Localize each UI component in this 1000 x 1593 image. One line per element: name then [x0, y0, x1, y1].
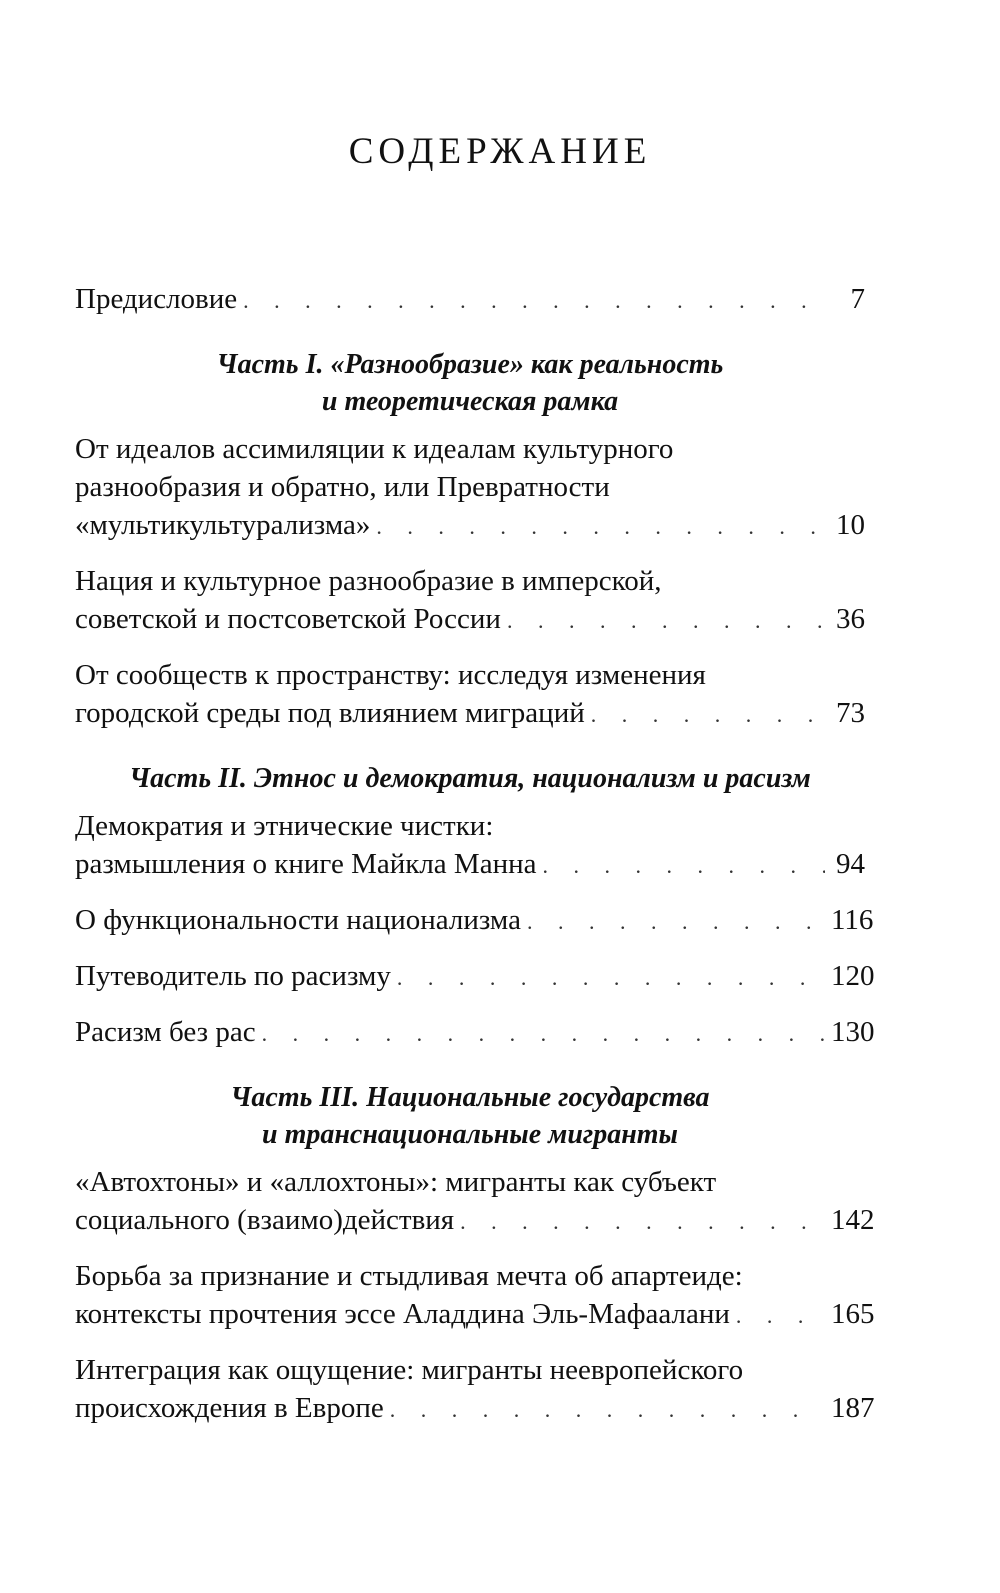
toc-entry[interactable] — [75, 957, 875, 997]
toc-page-number: 36 — [836, 603, 865, 635]
toc-entry-line: разнообразия и обратно, или Превратности — [75, 471, 610, 503]
toc-entry-line: «Автохтоны» и «аллохтоны»: мигранты как субъект — [75, 1166, 717, 1198]
toc-entry-line — [75, 1295, 875, 1335]
toc-page-number: 142 — [831, 1204, 875, 1236]
toc-page-number: 165 — [831, 1298, 875, 1330]
part-heading-line: Часть I. «Разнообразие» как реальность — [216, 349, 724, 380]
dot-leader — [376, 508, 825, 546]
page-title: СОДЕРЖАНИЕ — [348, 131, 652, 172]
toc-entry-title: «мультикультурализма» — [75, 509, 371, 541]
part-heading-2 — [75, 760, 865, 797]
dot-leader — [527, 903, 825, 941]
toc-entry-title: контексты прочтения эссе Аладдина Эль-Мафаалани — [75, 1298, 730, 1330]
toc-entry-title: О функциональности национализма — [75, 904, 521, 936]
dot-leader — [507, 602, 825, 640]
dot-leader — [390, 1391, 825, 1429]
toc-entry-title: Путеводитель по расизму — [75, 960, 391, 992]
toc-entry[interactable] — [75, 562, 865, 640]
toc-entry-line — [75, 600, 865, 640]
dot-leader — [543, 847, 826, 885]
toc-entry-line: Интеграция как ощущение: мигранты неевропейского — [75, 1354, 744, 1386]
toc-entry[interactable] — [75, 1163, 875, 1241]
dot-leader — [736, 1297, 825, 1335]
part-heading-line: Часть III. Национальные государства — [230, 1082, 710, 1113]
toc-entry-title: Предисловие — [75, 283, 238, 315]
toc-entry-line: От идеалов ассимиляции к идеалам культурного — [75, 433, 674, 465]
toc-page-number: 94 — [836, 848, 865, 880]
toc-entry-title: советской и постсоветской России — [75, 603, 501, 635]
toc-entry-title: городской среды под влиянием миграций — [75, 697, 585, 729]
dot-leader — [243, 282, 825, 320]
toc-entry-line: Демократия и этнические чистки: — [75, 810, 494, 842]
toc-entry-title: размышления о книге Майкла Манна — [75, 848, 537, 880]
toc-page-number: 120 — [831, 960, 875, 992]
dot-leader — [397, 959, 825, 997]
toc-page-number: 7 — [850, 283, 865, 315]
part-heading-3 — [75, 1079, 865, 1153]
toc-entry[interactable] — [75, 656, 865, 734]
toc-entry-line — [75, 957, 875, 997]
toc-entry[interactable] — [75, 901, 874, 941]
toc-entry[interactable] — [75, 1351, 875, 1429]
part-heading-line: и теоретическая рамка — [321, 386, 619, 417]
part-heading-1 — [75, 346, 865, 420]
toc-entry-preface[interactable] — [75, 280, 865, 320]
table-of-contents — [75, 280, 875, 1445]
part-heading-line: и транснациональные мигранты — [262, 1119, 678, 1150]
toc-entry-line — [75, 280, 865, 320]
toc-entry-title: Расизм без рас — [75, 1016, 256, 1048]
dot-leader — [460, 1203, 825, 1241]
toc-entry-title: происхождения в Европе — [75, 1392, 384, 1424]
toc-page-number: 10 — [836, 509, 865, 541]
toc-page-number: 73 — [836, 697, 865, 729]
toc-entry-line — [75, 694, 865, 734]
part-heading-line: Часть II. Этнос и демократия, национализм и расизм — [129, 763, 811, 794]
toc-entry-line — [75, 506, 865, 546]
dot-leader — [591, 696, 825, 734]
toc-entry-line — [75, 1201, 875, 1241]
toc-page-number: 116 — [831, 904, 874, 936]
toc-entry[interactable] — [75, 1013, 875, 1053]
dot-leader — [262, 1015, 825, 1053]
toc-page-number: 130 — [831, 1016, 875, 1048]
toc-entry-line — [75, 901, 874, 941]
toc-page-number: 187 — [831, 1392, 875, 1424]
toc-entry[interactable] — [75, 430, 865, 546]
toc-entry-line: Нация и культурное разнообразие в имперской, — [75, 565, 662, 597]
toc-entry-line: Борьба за признание и стыдливая мечта об апартеиде: — [75, 1260, 743, 1292]
toc-entry-title: социального (взаимо)действия — [75, 1204, 455, 1236]
toc-entry[interactable] — [75, 807, 865, 885]
toc-entry-line: От сообществ к пространству: исследуя изменения — [75, 659, 706, 691]
toc-entry-line — [75, 845, 865, 885]
toc-entry-line — [75, 1389, 875, 1429]
toc-entry-line — [75, 1013, 875, 1053]
toc-entry[interactable] — [75, 1257, 875, 1335]
